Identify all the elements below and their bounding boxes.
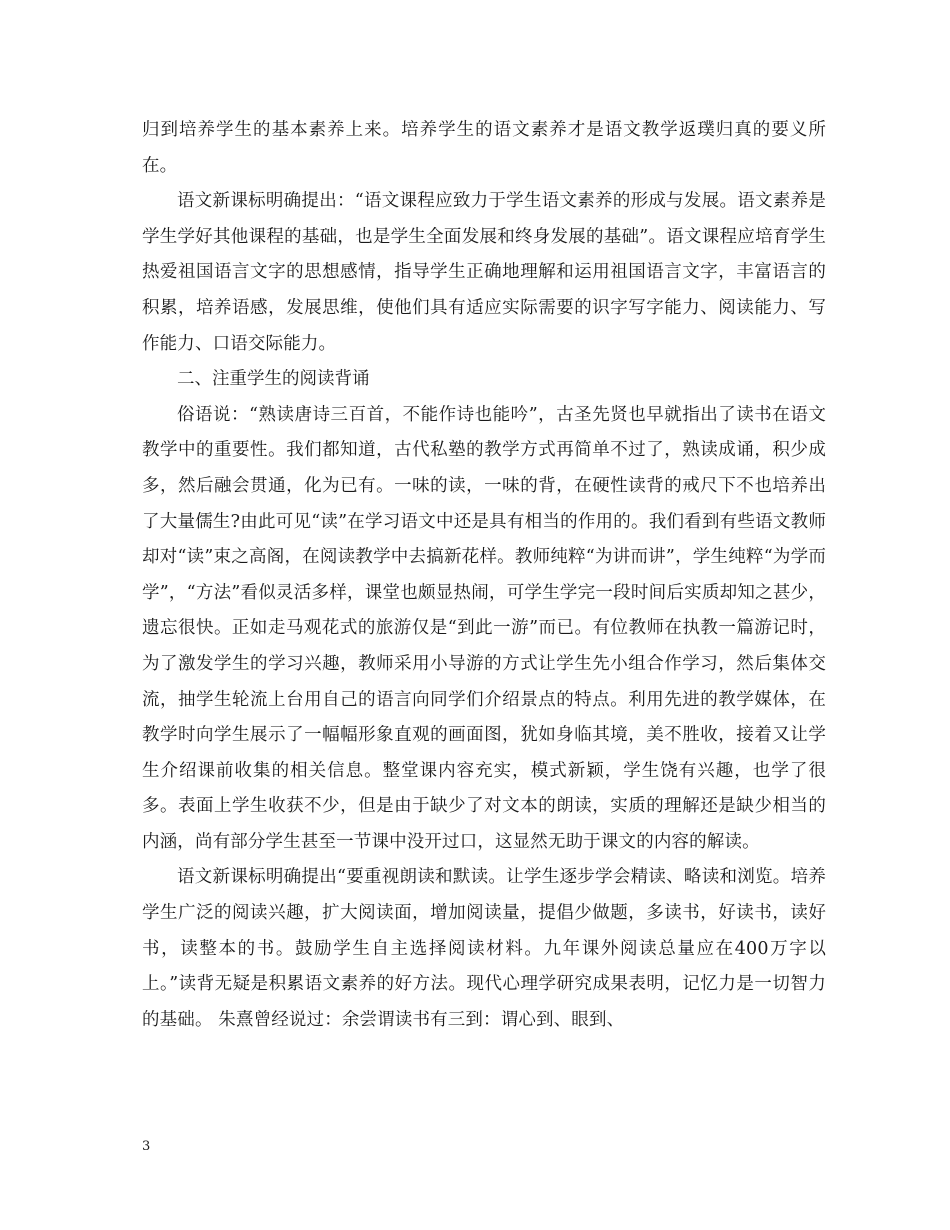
paragraph-reading-recitation: 俗语说：“熟读唐诗三百首，不能作诗也能吟”，古圣先贤也早就指出了读书在语文教学中的重要性。我们都知道，古代私塾的教学方式再简单不过了，熟读成诵，积少成多，然后融会贯通，化为已有。一味的读，一味的背，在硬性读背的戒尺下不也培养出了大量儒生?由此可见“读”在学习语文中还是具有相当的作用的。我们看到有些语文教师却对“读”束之高阁，在阅读教学中去搞新花样。教师纯粹“为讲而讲”，学生纯粹“为学而学”，“方法”看似灵活多样，课堂也颇显热闹，可学生学完一段时间后实质却知之甚少，遗忘很快。正如走马观花式的旅游仅是“到此一游”而已。有位教师在执教一篇游记时，为了激发学生的学习兴趣，教师采用小导游的方式让学生先小组合作学习，然后集体交流，抽学生轮流上台用自己的语言向同学们介绍景点的特点。利用先进的教学媒体，在教学时向学生展示了一幅幅形象直观的画面图，犹如身临其境，美不胜收，接着又让学生介绍课前收集的相关信息。整堂课内容充实，模式新颖，学生饶有兴趣，也学了很多。表面上学生收获不少，但是由于缺少了对文本的朗读，实质的理解还是缺少相当的内涵，尚有部分学生甚至一节课中没开过口，这显然无助于课文的内容的解读。 (142, 404, 826, 852)
paragraph-reading-requirements: 语文新课标明确提出“要重视朗读和默读。让学生逐步学会精读、略读和浏览。培养学生广泛的阅读兴趣，扩大阅读面，增加阅读量，提倡少做题，多读书，好读书，读好书，读整本的书。鼓励学生自主选择阅读材料。九年课外阅读总量应在400万字以上。”读背无疑是积累语文素养的好方法。现代心理学研究成果表明，记忆力是一切智力的基础。 朱熹曾经说过：余尝谓读书有三到：谓心到、眼到、 (142, 867, 826, 1030)
section-heading: 二、注重学生的阅读背诵 (177, 369, 370, 390)
page-number: 3 (142, 1139, 151, 1154)
paragraph-curriculum-standard: 语文新课标明确提出：“语文课程应致力于学生语文素养的形成与发展。语文素养是学生学好其他课程的基础，也是学生全面发展和终身发展的基础”。语文课程应培育学生热爱祖国语言文字的思想感情，指导学生正确地理解和运用祖国语言文字，丰富语言的积累，培养语感，发展思维，使他们具有适应实际需要的识字写字能力、阅读能力、写作能力、口语交际能力。 (142, 191, 826, 354)
body-text (142, 113, 826, 1038)
paragraph-continuation: 归到培养学生的基本素养上来。培养学生的语文素养才是语文教学返璞归真的要义所在。 (142, 120, 826, 176)
